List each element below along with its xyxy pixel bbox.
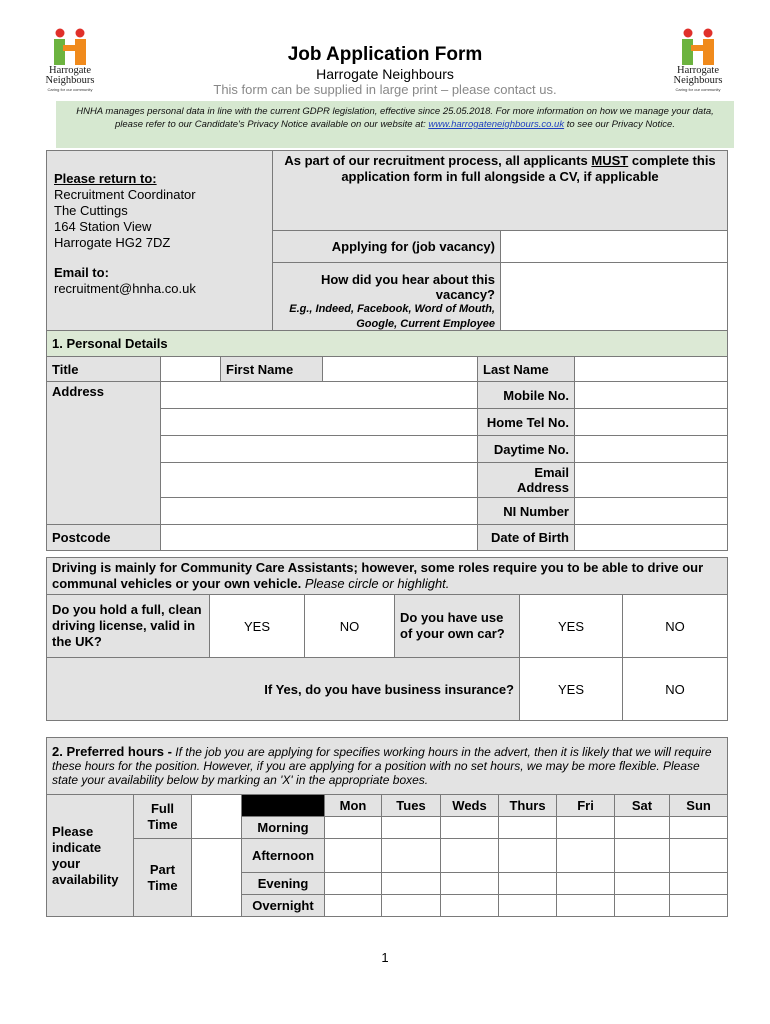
slot-evening-weds[interactable] [441,873,499,895]
slot-afternoon-weds[interactable] [441,839,499,873]
period-morning: Morning [242,817,325,839]
hours-section [46,737,728,917]
home-tel-label: Home Tel No. [478,409,575,436]
slot-morning-tues[interactable] [382,817,441,839]
last-name-field[interactable] [575,357,728,382]
address-label: Address [47,382,161,525]
driving-instruction: Please circle or highlight. [304,576,450,591]
daytime-field[interactable] [575,436,728,463]
slot-afternoon-mon[interactable] [325,839,382,873]
gdpr-text-after: to see our Privacy Notice. [566,119,675,130]
slot-afternoon-sat[interactable] [615,839,670,873]
slot-evening-thurs[interactable] [499,873,557,895]
email-label: Email Address [478,463,575,498]
slot-morning-thurs[interactable] [499,817,557,839]
email-heading: Email to: [54,265,109,280]
return-heading: Please return to: [54,171,157,186]
driving-intro-cell [47,558,728,595]
slot-afternoon-sun[interactable] [670,839,728,873]
ni-label: NI Number [478,498,575,525]
hours-heading: 2. Preferred hours - [52,744,172,759]
last-name-label: Last Name [478,357,575,382]
indicate-availability-label: Please indicate your availability [47,795,134,917]
logo-right-line1: Harrogate [677,65,719,76]
return-address-cell [47,151,273,341]
car-question: Do you have use of your own car? [395,595,520,658]
hear-about-field[interactable] [501,263,728,341]
email-field[interactable] [575,463,728,498]
slot-evening-sun[interactable] [670,873,728,895]
return-line-4: Harrogate HG2 7DZ [54,235,171,250]
hours-heading-cell [47,738,728,795]
hear-about-examples: E.g., Indeed, Facebook, Word of Mouth, Google, Current Employee [289,302,495,330]
slot-morning-sun[interactable] [670,817,728,839]
logo-left-line1: Harrogate [49,65,91,76]
address-line-5[interactable] [161,498,478,525]
slot-evening-fri[interactable] [557,873,615,895]
ni-field[interactable] [575,498,728,525]
slot-overnight-mon[interactable] [325,895,382,917]
slot-evening-sat[interactable] [615,873,670,895]
return-line-3: 164 Station View [54,219,152,234]
dob-field[interactable] [575,525,728,551]
insurance-yes[interactable]: YES [520,658,623,721]
page-title: Job Application Form [287,44,483,65]
day-mon: Mon [325,795,382,817]
slot-evening-mon[interactable] [325,873,382,895]
dob-label: Date of Birth [478,525,575,551]
logo-right-line2: Neighbours [673,75,723,86]
return-line-2: The Cuttings [54,203,128,218]
postcode-field[interactable] [161,525,478,551]
title-label: Title [47,357,161,382]
applying-for-field[interactable] [501,231,728,263]
intro-must: MUST [591,153,629,168]
hours-description: If the job you are applying for specifies working hours in the advert, then it is likely that we will require these hours for the position. However, if you are applying for a position with no set hours, we may be more flexible. Please state your availability below by marking an 'X' in the appropriate boxes. [52,745,712,787]
car-no[interactable]: NO [623,595,728,658]
period-afternoon: Afternoon [242,839,325,873]
slot-overnight-sat[interactable] [615,895,670,917]
personal-heading: 1. Personal Details [47,331,728,357]
first-name-label: First Name [221,357,323,382]
slot-overnight-weds[interactable] [441,895,499,917]
slot-evening-tues[interactable] [382,873,441,895]
return-line-1: Recruitment Coordinator [54,187,196,202]
hear-about-label-cell [273,263,501,341]
home-tel-field[interactable] [575,409,728,436]
slot-morning-weds[interactable] [441,817,499,839]
slot-afternoon-tues[interactable] [382,839,441,873]
personal-details-section [46,330,728,551]
large-print-note: This form can be supplied in large print – please contact us. [213,82,557,97]
slot-morning-fri[interactable] [557,817,615,839]
day-weds: Weds [441,795,499,817]
return-section [46,150,728,341]
slot-overnight-fri[interactable] [557,895,615,917]
daytime-label: Daytime No. [478,436,575,463]
period-evening: Evening [242,873,325,895]
car-yes[interactable]: YES [520,595,623,658]
driving-intro: Driving is mainly for Community Care Assistants; however, some roles require you to be able to drive our communal vehicles or your own vehicle. [52,560,704,591]
part-time-box[interactable] [192,839,242,917]
full-time-label: Full Time [134,795,192,839]
part-time-label: Part Time [134,839,192,917]
address-line-3[interactable] [161,436,478,463]
gdpr-text-before: HNHA manages personal data in line with the current GDPR legislation, effective since 25.05.2018. For more information on how we manage your data, please refer to our Candidate's Privacy Notice available on our website at: [76,106,714,130]
page-number: 1 [381,950,389,965]
intro-part-1: As part of our recruitment process, all applicants [284,153,588,168]
driving-section [46,557,728,721]
address-line-4[interactable] [161,463,478,498]
website-link[interactable]: www.harrogateneighbours.co.uk [428,119,565,130]
period-overnight: Overnight [242,895,325,917]
grid-corner [242,795,325,817]
mobile-field[interactable] [575,382,728,409]
hear-about-label: How did you hear about this vacancy? [320,271,495,302]
title-field[interactable] [161,357,221,382]
slot-overnight-sun[interactable] [670,895,728,917]
org-name: Harrogate Neighbours [316,66,454,82]
license-question: Do you hold a full, clean driving license, valid in the UK? [47,595,210,658]
full-time-box[interactable] [192,795,242,839]
return-email: recruitment@hnha.co.uk [54,281,196,296]
gdpr-notice [56,101,734,148]
logo-right-tag: Caring for our community [675,87,721,92]
day-thurs: Thurs [499,795,557,817]
slot-afternoon-thurs[interactable] [499,839,557,873]
first-name-field[interactable] [323,357,478,382]
logo-left-tag: Caring for our community [47,87,93,92]
day-sun: Sun [670,795,728,817]
slot-overnight-tues[interactable] [382,895,441,917]
day-fri: Fri [557,795,615,817]
slot-morning-sat[interactable] [615,817,670,839]
insurance-question: If Yes, do you have business insurance? [47,658,520,721]
day-tues: Tues [382,795,441,817]
slot-morning-mon[interactable] [325,817,382,839]
day-sat: Sat [615,795,670,817]
intro-cell [273,151,728,231]
applying-for-label: Applying for (job vacancy) [273,231,501,263]
insurance-no[interactable]: NO [623,658,728,721]
address-line-1[interactable] [161,382,478,409]
mobile-label: Mobile No. [478,382,575,409]
license-yes[interactable]: YES [210,595,305,658]
logo-left-line2: Neighbours [45,75,95,86]
postcode-label: Postcode [47,525,161,551]
slot-overnight-thurs[interactable] [499,895,557,917]
license-no[interactable]: NO [305,595,395,658]
slot-afternoon-fri[interactable] [557,839,615,873]
address-line-2[interactable] [161,409,478,436]
intro-part-2: complete this application form in full alongside a CV, if applicable [341,153,716,184]
